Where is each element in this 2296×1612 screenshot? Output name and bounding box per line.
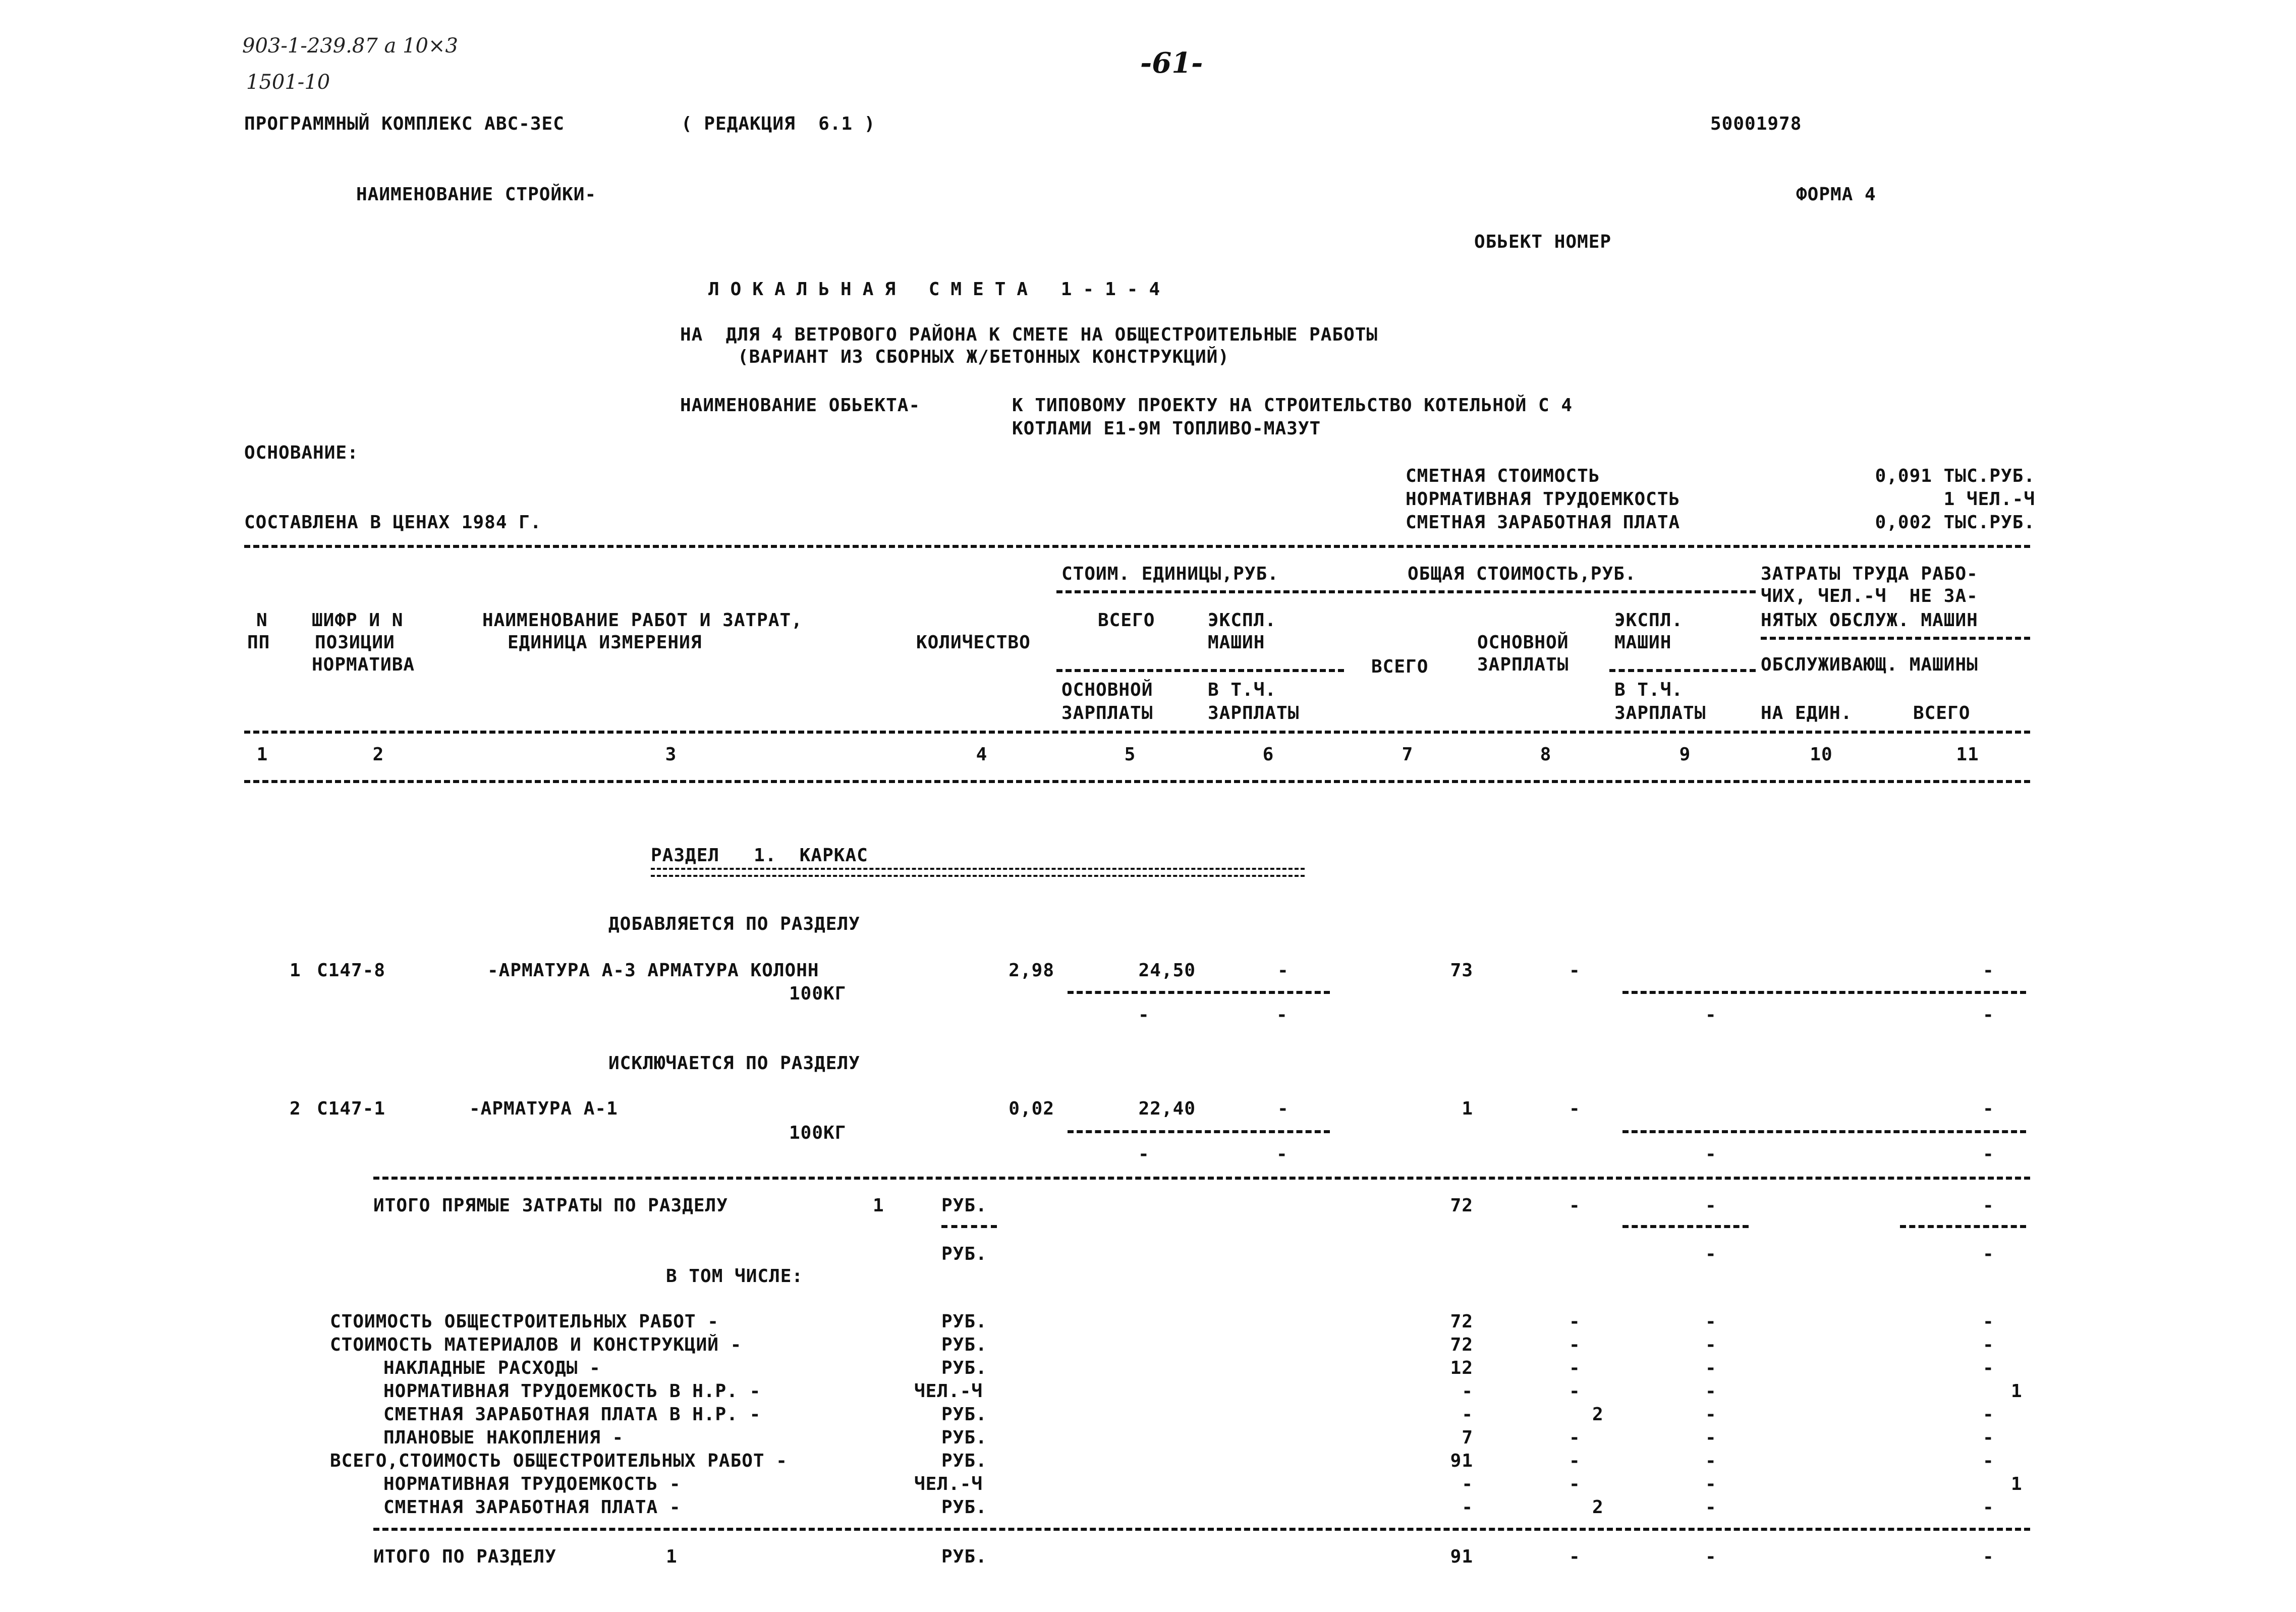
breakdown-col9: -: [1705, 1311, 1717, 1332]
row-1-base-wage: -: [1569, 960, 1581, 981]
row-2-num: 2: [290, 1098, 301, 1119]
breakdown-col9: -: [1705, 1497, 1717, 1518]
breakdown-col8: -: [1569, 1335, 1581, 1355]
construction-name-label: НАИМЕНОВАНИЕ СТРОЙКИ-: [356, 184, 597, 205]
row-2-dash: -: [1705, 1144, 1717, 1164]
direct-costs-label: ИТОГО ПРЯМЫЕ ЗАТРАТЫ ПО РАЗДЕЛУ: [373, 1195, 728, 1216]
direct-costs-section: 1: [873, 1195, 884, 1216]
breakdown-label: НОРМАТИВНАЯ ТРУДОЕМКОСТЬ В Н.Р. -: [383, 1381, 761, 1402]
direct-costs-unit-2: РУБ.: [941, 1244, 987, 1264]
breakdown-unit: РУБ.: [941, 1311, 987, 1332]
breakdown-label: СМЕТНАЯ ЗАРАБОТНАЯ ПЛАТА -: [383, 1497, 681, 1518]
row-1-total: 73: [1450, 960, 1473, 981]
breakdown-col8: -: [1569, 1381, 1581, 1402]
header-rule: [1347, 590, 1756, 593]
handwritten-note-2: 1501-10: [246, 71, 330, 94]
breakdown-label: НОРМАТИВНАЯ ТРУДОЕМКОСТЬ -: [383, 1474, 681, 1494]
th-name-2: ЕДИНИЦА ИЗМЕРЕНИЯ: [508, 632, 702, 653]
subtitle-line-2: (ВАРИАНТ ИЗ СБОРНЫХ Ж/БЕТОННЫХ КОНСТРУКЦИЙ): [738, 347, 1229, 367]
th-name-1: НАИМЕНОВАНИЕ РАБОТ И ЗАТРАТ,: [482, 610, 803, 631]
breakdown-total: -: [1462, 1404, 1473, 1425]
row-1-num: 1: [290, 960, 301, 981]
row-1-code: С147-8: [317, 960, 386, 981]
breakdown-col11: -: [1983, 1404, 1994, 1425]
th-total-expl-1: ЭКСПЛ.: [1614, 610, 1684, 631]
row-rule: [1068, 991, 1330, 994]
breakdown-unit: РУБ.: [941, 1427, 987, 1448]
th-unit-incl-2: ЗАРПЛАТЫ: [1208, 703, 1300, 724]
th-unit-base-1: ОСНОВНОЙ: [1061, 680, 1153, 700]
breakdown-unit: ЧЕЛ.-Ч: [914, 1381, 983, 1402]
breakdown-col11: -: [1983, 1427, 1994, 1448]
col-number: 8: [1540, 744, 1552, 765]
row-1-name: -АРМАТУРА А-3 АРМАТУРА КОЛОНН: [487, 960, 819, 981]
row-1-expl: -: [1277, 960, 1289, 981]
direct-costs-total: 72: [1450, 1195, 1473, 1216]
th-total-incl-1: В Т.Ч.: [1614, 680, 1684, 700]
th-cipher-2: ПОЗИЦИИ: [315, 632, 395, 653]
th-labor-total: ВСЕГО: [1913, 703, 1971, 724]
direct-costs-dash: -: [1705, 1244, 1717, 1264]
col-number: 10: [1810, 744, 1833, 765]
col-number: 9: [1679, 744, 1691, 765]
added-label: ДОБАВЛЯЕТСЯ ПО РАЗДЕЛУ: [608, 914, 860, 934]
row-1-dash: -: [1983, 1005, 1994, 1025]
breakdown-total: 72: [1450, 1311, 1473, 1332]
th-total-all: ВСЕГО: [1371, 656, 1429, 677]
summary-wage-value: 0,002 ТЫС.РУБ.: [1875, 512, 2035, 533]
breakdown-col8: -: [1569, 1311, 1581, 1332]
direct-costs-rule-short: [1622, 1225, 1749, 1228]
row-2-dash: -: [1276, 1144, 1288, 1164]
summary-labor-label: НОРМАТИВНАЯ ТРУДОЕМКОСТЬ: [1406, 489, 1681, 510]
section-total-dash: -: [1705, 1546, 1717, 1567]
section-underline: [651, 868, 1305, 877]
breakdown-total: -: [1462, 1497, 1473, 1518]
handwritten-note-1: 903-1-239.87 а 10×3: [242, 34, 458, 58]
breakdown-label: СМЕТНАЯ ЗАРАБОТНАЯ ПЛАТА В Н.Р. -: [383, 1404, 761, 1425]
breakdown-col11: 1: [2011, 1381, 2023, 1402]
th-qty: КОЛИЧЕСТВО: [916, 632, 1031, 653]
breakdown-label: ПЛАНОВЫЕ НАКОПЛЕНИЯ -: [383, 1427, 624, 1448]
summary-cost-value: 0,091 ТЫС.РУБ.: [1875, 466, 2035, 486]
summary-labor-value: 1 ЧЕЛ.-Ч: [1943, 489, 2035, 510]
row-2-qty: 0,02: [1009, 1098, 1054, 1119]
header-bottom-rule: [244, 731, 2030, 734]
row-2-expl: -: [1277, 1098, 1289, 1119]
col-number: 2: [372, 744, 384, 765]
row-1-unit: 100КГ: [789, 983, 847, 1004]
table-top-rule: [244, 545, 2030, 548]
breakdown-col8: -: [1569, 1358, 1581, 1378]
breakdown-col11: -: [1983, 1497, 1994, 1518]
row-rule: [1622, 991, 2026, 994]
direct-costs-rule: [373, 1177, 2030, 1180]
section-title: РАЗДЕЛ 1. КАРКАС: [651, 845, 868, 866]
breakdown-col9: -: [1705, 1335, 1717, 1355]
th-num-1: N: [256, 610, 268, 631]
col-number: 7: [1402, 744, 1414, 765]
breakdown-col11: -: [1983, 1451, 1994, 1471]
th-total-base-2: ЗАРПЛАТЫ: [1477, 654, 1569, 675]
breakdown-unit: РУБ.: [941, 1451, 987, 1471]
direct-costs-rule-short: [1900, 1225, 2026, 1228]
th-labor-4: ОБСЛУЖИВАЮЩ. МАШИНЫ: [1761, 654, 1978, 675]
breakdown-label: ВСЕГО,СТОИМОСТЬ ОБЩЕСТРОИТЕЛЬНЫХ РАБОТ -: [330, 1451, 788, 1471]
row-1-labor-total: -: [1983, 960, 1994, 981]
breakdown-label: СТОИМОСТЬ ОБЩЕСТРОИТЕЛЬНЫХ РАБОТ -: [330, 1311, 719, 1332]
row-1-dash: -: [1138, 1005, 1150, 1025]
breakdown-unit: РУБ.: [941, 1358, 987, 1378]
header-rule: [1761, 637, 2030, 640]
row-2-dash: -: [1983, 1144, 1994, 1164]
basis-label: ОСНОВАНИЕ:: [244, 442, 359, 463]
breakdown-col9: -: [1705, 1451, 1717, 1471]
breakdown-total: 72: [1450, 1335, 1473, 1355]
breakdown-col11: -: [1983, 1311, 1994, 1332]
th-unit-expl-2: МАШИН: [1208, 632, 1265, 653]
section-total-label: ИТОГО ПО РАЗДЕЛУ: [373, 1546, 556, 1567]
breakdown-label: СТОИМОСТЬ МАТЕРИАЛОВ И КОНСТРУКЦИЙ -: [330, 1335, 742, 1355]
th-unit-cost: СТОИМ. ЕДИНИЦЫ,РУБ.: [1061, 564, 1279, 584]
object-name-line-2: КОТЛАМИ Е1-9М ТОПЛИВО-МАЗУТ: [1012, 418, 1321, 439]
breakdown-col11: -: [1983, 1358, 1994, 1378]
section-total-unit: РУБ.: [941, 1546, 987, 1567]
th-unit-incl-1: В Т.Ч.: [1208, 680, 1277, 700]
row-rule: [1068, 1130, 1330, 1133]
breakdown-unit: РУБ.: [941, 1404, 987, 1425]
page-number: -61-: [1140, 46, 1203, 80]
section-total-rule: [373, 1528, 2030, 1531]
direct-costs-dash: -: [1983, 1244, 1994, 1264]
breakdown-col9: -: [1705, 1381, 1717, 1402]
breakdown-col8: -: [1569, 1474, 1581, 1494]
program-name: ПРОГРАММНЫЙ КОМПЛЕКС АВС-3ЕС: [244, 114, 565, 134]
col-number: 11: [1956, 744, 1979, 765]
breakdown-col8: -: [1569, 1451, 1581, 1471]
th-total-base-1: ОСНОВНОЙ: [1477, 632, 1569, 653]
document-title: ЛОКАЛЬНАЯ СМЕТА 1-1-4: [708, 279, 1171, 300]
breakdown-col9: -: [1705, 1358, 1717, 1378]
th-num-2: ПП: [247, 632, 270, 653]
direct-costs-unit-rule: [941, 1225, 997, 1228]
row-2-name: -АРМАТУРА А-1: [469, 1098, 618, 1119]
row-1-price: 24,50: [1138, 960, 1196, 981]
header-rule: [1056, 669, 1344, 672]
breakdown-col8: -: [1569, 1427, 1581, 1448]
form-number: ФОРМА 4: [1796, 184, 1876, 205]
row-2-price: 22,40: [1138, 1098, 1196, 1119]
section-total-dash: -: [1569, 1546, 1581, 1567]
breakdown-label: НАКЛАДНЫЕ РАСХОДЫ -: [383, 1358, 601, 1378]
breakdown-col11: -: [1983, 1335, 1994, 1355]
row-rule: [1622, 1130, 2026, 1133]
breakdown-col9: -: [1705, 1404, 1717, 1425]
breakdown-col8: 2: [1592, 1404, 1604, 1425]
prices-basis: СОСТАВЛЕНА В ЦЕНАХ 1984 Г.: [244, 512, 542, 533]
th-cipher-3: НОРМАТИВА: [312, 654, 415, 675]
col-number: 3: [665, 744, 677, 765]
row-2-dash: -: [1138, 1144, 1150, 1164]
header-rule: [1609, 669, 1756, 672]
col-number: 1: [256, 744, 268, 765]
th-unit-expl-1: ЭКСПЛ.: [1208, 610, 1277, 631]
th-total-cost: ОБЩАЯ СТОИМОСТЬ,РУБ.: [1408, 564, 1637, 584]
th-labor-unit: НА ЕДИН.: [1761, 703, 1853, 724]
direct-costs-dash: -: [1983, 1195, 1994, 1216]
breakdown-col11: 1: [2011, 1474, 2023, 1494]
direct-costs-unit: РУБ.: [941, 1195, 987, 1216]
section-total-value: 91: [1450, 1546, 1473, 1567]
section-total-dash: -: [1983, 1546, 1994, 1567]
direct-costs-dash: -: [1569, 1195, 1581, 1216]
row-2-labor-total: -: [1983, 1098, 1994, 1119]
breakdown-col9: -: [1705, 1427, 1717, 1448]
object-number-label: ОБЬЕКТ НОМЕР: [1474, 232, 1612, 252]
row-2-base-wage: -: [1569, 1098, 1581, 1119]
row-2-code: С147-1: [317, 1098, 386, 1119]
th-unit-all: ВСЕГО: [1098, 610, 1155, 631]
breakdown-col8: 2: [1592, 1497, 1604, 1518]
breakdown-col9: -: [1705, 1474, 1717, 1494]
col-number: 5: [1124, 744, 1136, 765]
breakdown-total: -: [1462, 1474, 1473, 1494]
th-cipher-1: ШИФР И N: [312, 610, 404, 631]
breakdown-total: 91: [1450, 1451, 1473, 1471]
th-labor-3: НЯТЫХ ОБСЛУЖ. МАШИН: [1761, 610, 1978, 631]
object-name-label: НАИМЕНОВАНИЕ ОБЬЕКТА-: [680, 395, 921, 416]
row-1-dash: -: [1705, 1005, 1717, 1025]
th-total-incl-2: ЗАРПЛАТЫ: [1614, 703, 1706, 724]
col-number: 4: [976, 744, 988, 765]
document-code: 50001978: [1710, 114, 1802, 134]
breakdown-unit: РУБ.: [941, 1335, 987, 1355]
breakdown-unit: ЧЕЛ.-Ч: [914, 1474, 983, 1494]
column-numbers-rule: [244, 780, 2030, 783]
direct-costs-dash: -: [1705, 1195, 1717, 1216]
breakdown-total: 12: [1450, 1358, 1473, 1378]
th-unit-base-2: ЗАРПЛАТЫ: [1061, 703, 1153, 724]
breakdown-total: -: [1462, 1381, 1473, 1402]
including-label: В ТОМ ЧИСЛЕ:: [666, 1266, 804, 1287]
breakdown-unit: РУБ.: [941, 1497, 987, 1518]
th-labor-2: ЧИХ, ЧЕЛ.-Ч НЕ ЗА-: [1761, 586, 1978, 606]
excluded-label: ИСКЛЮЧАЕТСЯ ПО РАЗДЕЛУ: [608, 1053, 860, 1074]
object-name-line-1: К ТИПОВОМУ ПРОЕКТУ НА СТРОИТЕЛЬСТВО КОТЕЛЬНОЙ С 4: [1012, 395, 1573, 416]
row-2-total: 1: [1462, 1098, 1473, 1119]
row-1-dash: -: [1276, 1005, 1288, 1025]
breakdown-total: 7: [1462, 1427, 1473, 1448]
summary-cost-label: СМЕТНАЯ СТОИМОСТЬ: [1406, 466, 1600, 486]
row-1-qty: 2,98: [1009, 960, 1054, 981]
col-number: 6: [1262, 744, 1274, 765]
program-edition: ( РЕДАКЦИЯ 6.1 ): [681, 114, 876, 134]
summary-wage-label: СМЕТНАЯ ЗАРАБОТНАЯ ПЛАТА: [1406, 512, 1681, 533]
section-total-number: 1: [666, 1546, 678, 1567]
row-2-unit: 100КГ: [789, 1123, 847, 1143]
th-labor-1: ЗАТРАТЫ ТРУДА РАБО-: [1761, 564, 1978, 584]
subtitle-line-1: НА ДЛЯ 4 ВЕТРОВОГО РАЙОНА К СМЕТЕ НА ОБЩЕСТРОИТЕЛЬНЫЕ РАБОТЫ: [680, 324, 1378, 345]
header-rule: [1056, 590, 1344, 593]
th-total-expl-2: МАШИН: [1614, 632, 1672, 653]
